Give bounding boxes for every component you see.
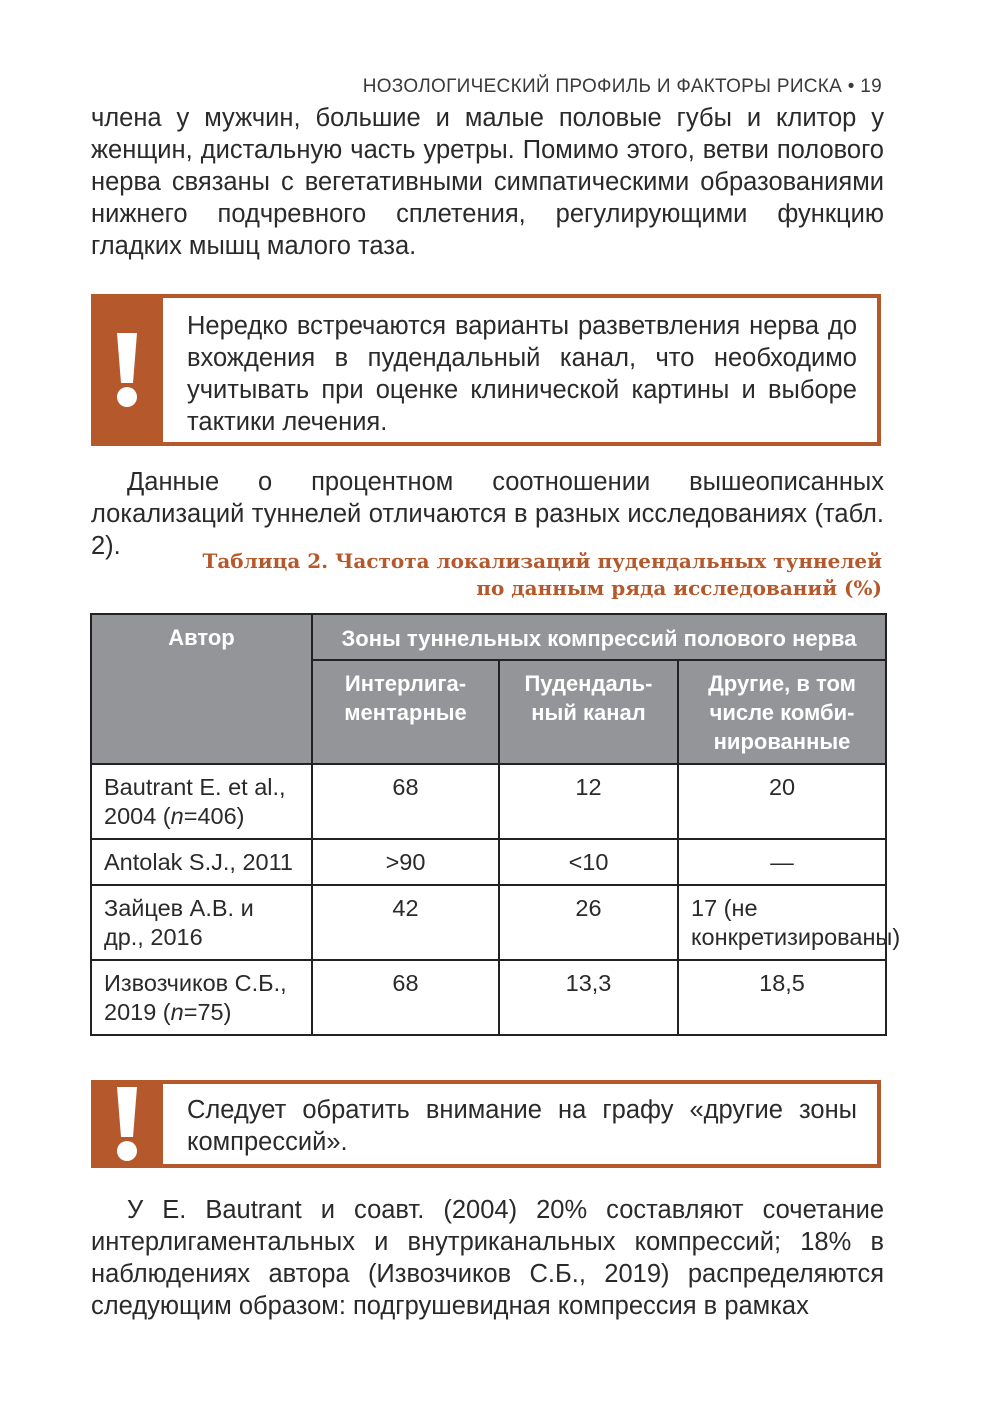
note-2-text: Следует обратить внимание на графу «другие зоны компрессий». bbox=[187, 1096, 857, 1156]
cell-other: 18,5 bbox=[678, 960, 886, 1035]
cell-pudendal-canal: 26 bbox=[499, 885, 678, 960]
note-box-1 bbox=[91, 294, 881, 446]
cell-other: 17 (не конкретизированы) bbox=[678, 885, 886, 960]
cell-interligamentary: >90 bbox=[312, 839, 499, 885]
table-row bbox=[91, 839, 886, 885]
header-compression-zones: Зоны туннельных компрессий полового нерва bbox=[312, 614, 886, 660]
note-box-2 bbox=[91, 1080, 881, 1168]
frequency-table bbox=[90, 613, 901, 1036]
header-author: Автор bbox=[91, 614, 312, 764]
cell-pudendal-canal: 12 bbox=[499, 764, 678, 839]
table-caption bbox=[202, 548, 882, 602]
cell-interligamentary: 68 bbox=[312, 960, 499, 1035]
note-marker bbox=[91, 1080, 163, 1168]
cell-pudendal-canal: 13,3 bbox=[499, 960, 678, 1035]
subheader-pudendal-canal: Пудендаль-ный канал bbox=[499, 660, 678, 764]
cell-interligamentary: 42 bbox=[312, 885, 499, 960]
cell-author: Antolak S.J., 2011 bbox=[91, 839, 312, 885]
running-header: НОЗОЛОГИЧЕСКИЙ ПРОФИЛЬ И ФАКТОРЫ РИСКА • 19 bbox=[362, 76, 882, 97]
cell-author: Bautrant E. et al., 2004 (n=406) bbox=[91, 764, 312, 839]
table-row bbox=[91, 885, 886, 960]
paragraph-1: члена у мужчин, большие и малые половые губы и клитор у женщин, дистальную часть уретры. Помимо этого, ветви полового нерва связаны с вегетативными симпатическими образованиями нижнего подчревного сплетения, регулирующими функцию гладких мышц малого таза. bbox=[91, 104, 884, 260]
exclamation-icon bbox=[115, 333, 139, 407]
cell-author: Извозчиков С.Б., 2019 (n=75) bbox=[91, 960, 312, 1035]
cell-pudendal-canal: <10 bbox=[499, 839, 678, 885]
note-marker bbox=[91, 294, 163, 446]
subheader-other: Другие, в том числе комби-нированные bbox=[678, 660, 886, 764]
cell-author: Зайцев А.В. и др., 2016 bbox=[91, 885, 312, 960]
table-row bbox=[91, 764, 886, 839]
table-caption-line-2: по данным ряда исследований (%) bbox=[476, 576, 882, 600]
cell-interligamentary: 68 bbox=[312, 764, 499, 839]
exclamation-icon bbox=[115, 1087, 139, 1161]
cell-other: — bbox=[678, 839, 886, 885]
paragraph-2: Данные о процентном соотношении вышеописанных локализаций туннелей отличаются в разных исследованиях (табл. 2). bbox=[91, 468, 884, 560]
paragraph-3: У E. Bautrant и соавт. (2004) 20% составляют сочетание интерлигаментальных и внутриканальных компрессий; 18% в наблюдениях автора (Извозчиков С.Б., 2019) распределяются следующим образом: подгрушевидная компрессия в рамках bbox=[91, 1196, 884, 1320]
subheader-interligamentary: Интерлига-ментарные bbox=[312, 660, 499, 764]
table-caption-line-1: Таблица 2. Частота локализаций пудендальных туннелей bbox=[202, 549, 882, 573]
cell-other: 20 bbox=[678, 764, 886, 839]
table-row bbox=[91, 960, 886, 1035]
note-1-text: Нередко встречаются варианты разветвления нерва до вхождения в пудендальный канал, что необходимо учитывать при оценке клинической картины и выборе тактики лечения. bbox=[187, 312, 857, 436]
